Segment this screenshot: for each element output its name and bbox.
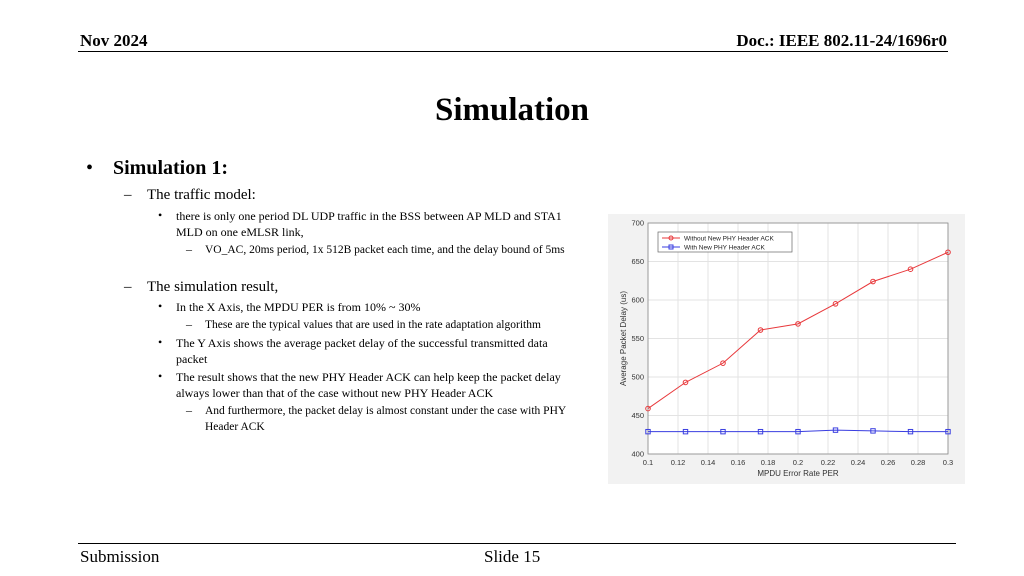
bullet-dot: • — [86, 157, 94, 179]
traffic-model-point-1: there is only one period DL UDP traffic in the BSS between AP MLD and STA1 MLD on one eMLSR link, — [176, 209, 562, 239]
footer-divider — [78, 543, 956, 544]
x-tick-label: 0.12 — [670, 458, 686, 467]
x-tick-label: 0.22 — [820, 458, 836, 467]
header-divider — [78, 51, 948, 52]
y-tick-label: 650 — [631, 257, 644, 266]
y-tick-label: 450 — [631, 411, 644, 420]
delay-vs-per-chart — [608, 214, 965, 484]
x-tick-label: 0.18 — [760, 458, 776, 467]
dash-marker: – — [186, 242, 192, 256]
y-tick-label: 550 — [631, 334, 644, 343]
footer-slide-number: Slide 15 — [484, 547, 541, 566]
y-axis-label: Average Packet Delay (us) — [619, 290, 628, 387]
result-point-3: The result shows that the new PHY Header ACK can help keep the packet delay always lower than that of the case without new PHY Header ACK — [176, 370, 561, 400]
x-tick-label: 0.14 — [700, 458, 716, 467]
result-sub-1: These are the typical values that are used in the rate adaptation algorithm — [205, 319, 541, 331]
bullet-dot: • — [158, 208, 163, 222]
result-sub-3: And furthermore, the packet delay is almost constant under the case with PHY Header ACK — [205, 405, 566, 433]
footer-submission: Submission — [80, 547, 160, 566]
y-tick-label: 400 — [631, 449, 644, 459]
slide-title: Simulation — [434, 92, 590, 128]
x-tick-label: 0.2 — [792, 458, 804, 467]
x-tick-label: 0.3 — [942, 458, 954, 467]
header-date: Nov 2024 — [80, 31, 148, 50]
bullet-dot: • — [158, 299, 163, 313]
result-heading: The simulation result, — [147, 279, 279, 295]
dash-marker: – — [186, 317, 192, 331]
dash-marker: – — [124, 279, 132, 295]
dash-marker: – — [186, 403, 192, 417]
x-tick-label: 0.1 — [642, 458, 654, 467]
x-tick-label: 0.28 — [910, 458, 926, 467]
x-tick-label: 0.16 — [730, 458, 746, 467]
chart-container — [608, 214, 965, 484]
header-doc-id: Doc.: IEEE 802.11-24/1696r0 — [736, 31, 947, 50]
y-tick-label: 600 — [631, 295, 644, 305]
result-point-2: The Y Axis shows the average packet delay of the successful transmitted data packet — [176, 336, 548, 366]
dash-marker: – — [124, 187, 132, 203]
bullet-dot: • — [158, 335, 163, 349]
legend-label: With New PHY Header ACK — [684, 244, 765, 252]
traffic-model-sub-1: VO_AC, 20ms period, 1x 512B packet each time, and the delay bound of 5ms — [205, 244, 565, 256]
x-tick-label: 0.24 — [850, 458, 866, 467]
legend-label: Without New PHY Header ACK — [684, 235, 774, 243]
result-point-1: In the X Axis, the MPDU PER is from 10% ~ 30% — [176, 300, 421, 314]
bullet-simulation-1-label: Simulation 1: — [113, 157, 229, 179]
y-tick-label: 500 — [631, 372, 644, 382]
traffic-model-heading: The traffic model: — [147, 187, 256, 203]
x-axis-label: MPDU Error Rate PER — [757, 469, 839, 478]
x-tick-label: 0.26 — [880, 458, 896, 467]
bullet-dot: • — [158, 369, 163, 383]
y-tick-label: 700 — [631, 218, 644, 228]
